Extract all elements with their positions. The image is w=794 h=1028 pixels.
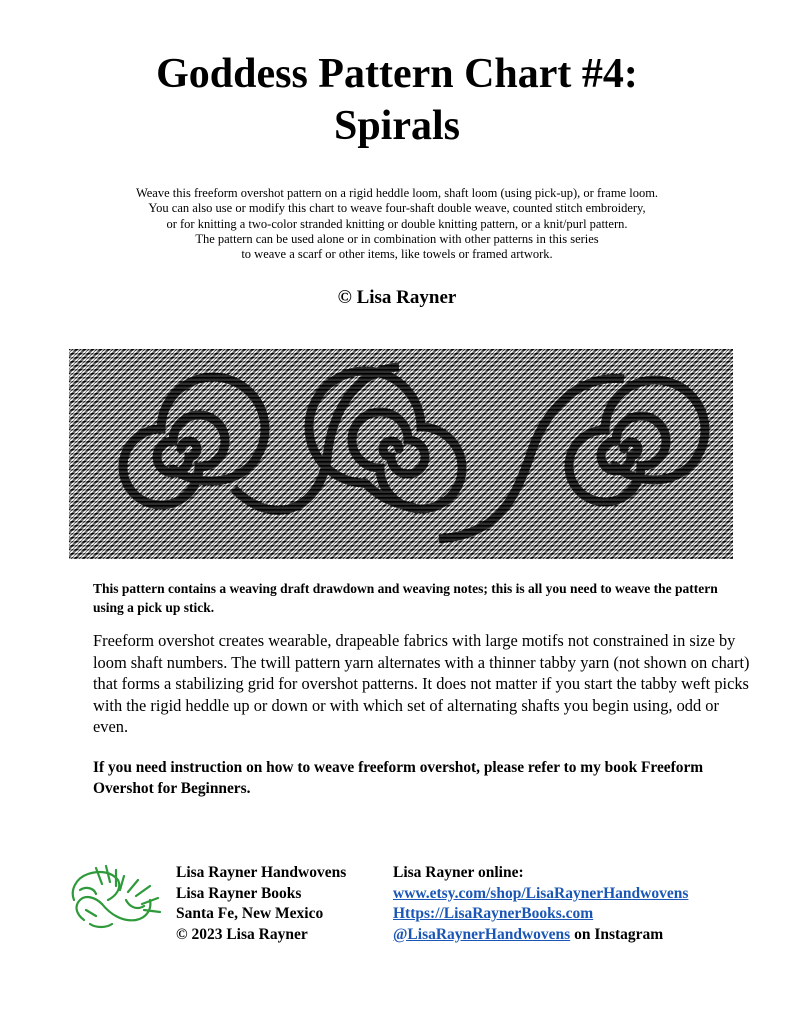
intro-line: to weave a scarf or other items, like towels or framed artwork.: [241, 247, 553, 262]
hands-logo-icon: [66, 860, 166, 932]
books-website-link[interactable]: Https://LisaRaynerBooks.com: [393, 905, 594, 922]
title-line-1: Goddess Pattern Chart #4:: [156, 51, 638, 97]
online-heading: Lisa Rayner online:: [393, 864, 524, 881]
intro-line: or for knitting a two-color stranded knitting or double knitting pattern, or a knit/purl pattern.: [166, 216, 628, 231]
draft-note: This pattern contains a weaving draft drawdown and weaving notes; this is all you need to weave the pattern using a pick up stick.: [93, 581, 718, 615]
title-line-2: Spirals: [333, 103, 461, 149]
copyright-line: © Lisa Rayner: [337, 287, 457, 308]
footer-copyright: © 2023 Lisa Rayner: [176, 925, 308, 943]
instagram-link[interactable]: @LisaRaynerHandwovens: [393, 925, 571, 943]
footer-contact: [176, 863, 346, 945]
intro-line: Weave this freeform overshot pattern on a rigid heddle loom, shaft loom (using pick-up), or frame loom.: [135, 186, 659, 200]
books-name: Lisa Rayner Books: [176, 884, 302, 902]
spirals-pattern-chart: [69, 349, 733, 559]
instagram-suffix: on Instagram: [570, 925, 664, 943]
intro-line: You can also use or modify this chart to weave four-shaft double weave, counted stitch embroidery,: [148, 201, 646, 216]
instruction-note: If you need instruction on how to weave freeform overshot, please refer to my book Freeform Overshot for Beginners.: [93, 759, 704, 797]
intro-paragraph: [60, 186, 734, 262]
footer-online: [393, 863, 688, 945]
etsy-link[interactable]: www.etsy.com/shop/LisaRaynerHandwovens: [393, 884, 689, 902]
page-title: [0, 48, 794, 152]
intro-line: The pattern can be used alone or in combination with other patterns in this series: [195, 231, 599, 246]
overshot-description: Freeform overshot creates wearable, drapeable fabrics with large motifs not constrained in size by loom shaft numbers. The twill pattern yarn alternates with a thinner tabby yarn (not shown on chart) that forms a stabilizing grid for overshot patterns. It does not matter if you start the tabby weft picks with the rigid heddle up or down or with which set of alternating shafts you begin using, odd or even.: [93, 631, 750, 736]
location: Santa Fe, New Mexico: [176, 905, 324, 922]
business-name: Lisa Rayner Handwovens: [176, 864, 347, 881]
